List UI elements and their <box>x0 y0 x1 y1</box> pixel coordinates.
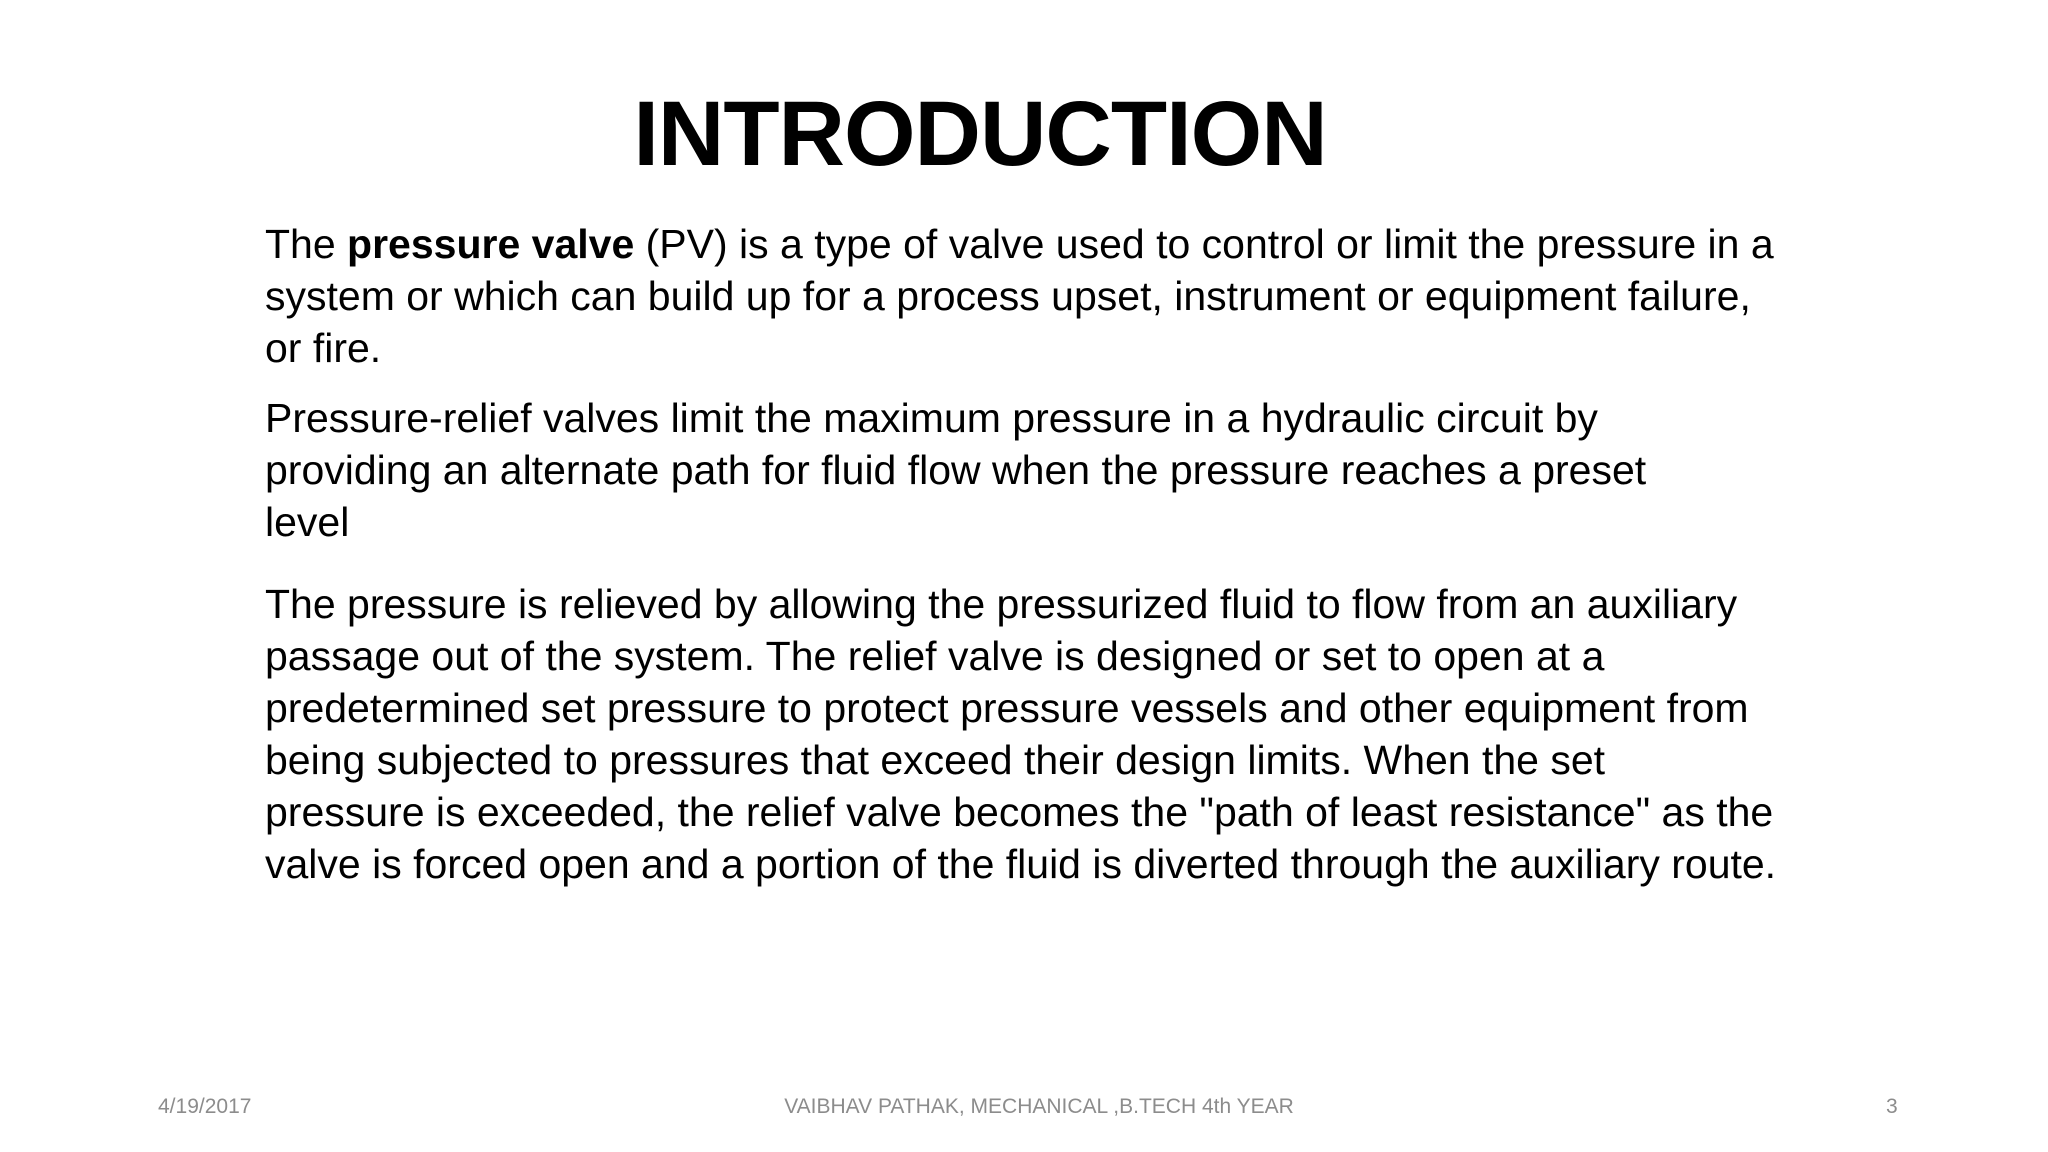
footer-date: 4/19/2017 <box>158 1095 252 1118</box>
paragraph-line: Pressure-relief valves limit the maximum pressure in a hydraulic circuit by <box>265 395 1598 441</box>
paragraph-line <box>265 218 1885 270</box>
slide-body <box>265 218 1885 890</box>
paragraph-line: pressure is exceeded, the relief valve becomes the "path of least resistance" as the <box>265 789 1774 835</box>
bold-term-pressure-valve: pressure valve <box>347 221 635 267</box>
paragraph-line-rest: (PV) is a type of valve used to control or limit the pressure in a <box>634 221 1774 267</box>
paragraph-line: or fire. <box>265 325 382 371</box>
paragraph-pressure-relieved <box>265 578 1885 890</box>
paragraph-line: being subjected to pressures that exceed their design limits. When the set <box>265 737 1606 783</box>
slide-title: INTRODUCTION <box>633 83 1327 185</box>
paragraph-relief-valves-limit <box>265 392 1885 548</box>
paragraph-prefix: The <box>265 221 348 267</box>
paragraph-line: level <box>265 499 350 545</box>
paragraph-line: system or which can build up for a process upset, instrument or equipment failure, <box>265 273 1751 319</box>
paragraph-line: passage out of the system. The relief valve is designed or set to open at a <box>265 633 1605 679</box>
paragraph-line: The pressure is relieved by allowing the pressurized fluid to flow from an auxiliary <box>265 581 1738 627</box>
footer-author: VAIBHAV PATHAK, MECHANICAL ,B.TECH 4th YEAR <box>784 1095 1294 1118</box>
paragraph-line: valve is forced open and a portion of the fluid is diverted through the auxiliary route. <box>265 841 1777 887</box>
paragraph-line: providing an alternate path for fluid flow when the pressure reaches a preset <box>265 447 1647 493</box>
footer-page-number: 3 <box>1886 1095 1898 1118</box>
paragraph-pressure-valve-definition <box>265 218 1885 374</box>
paragraph-line: predetermined set pressure to protect pressure vessels and other equipment from <box>265 685 1749 731</box>
